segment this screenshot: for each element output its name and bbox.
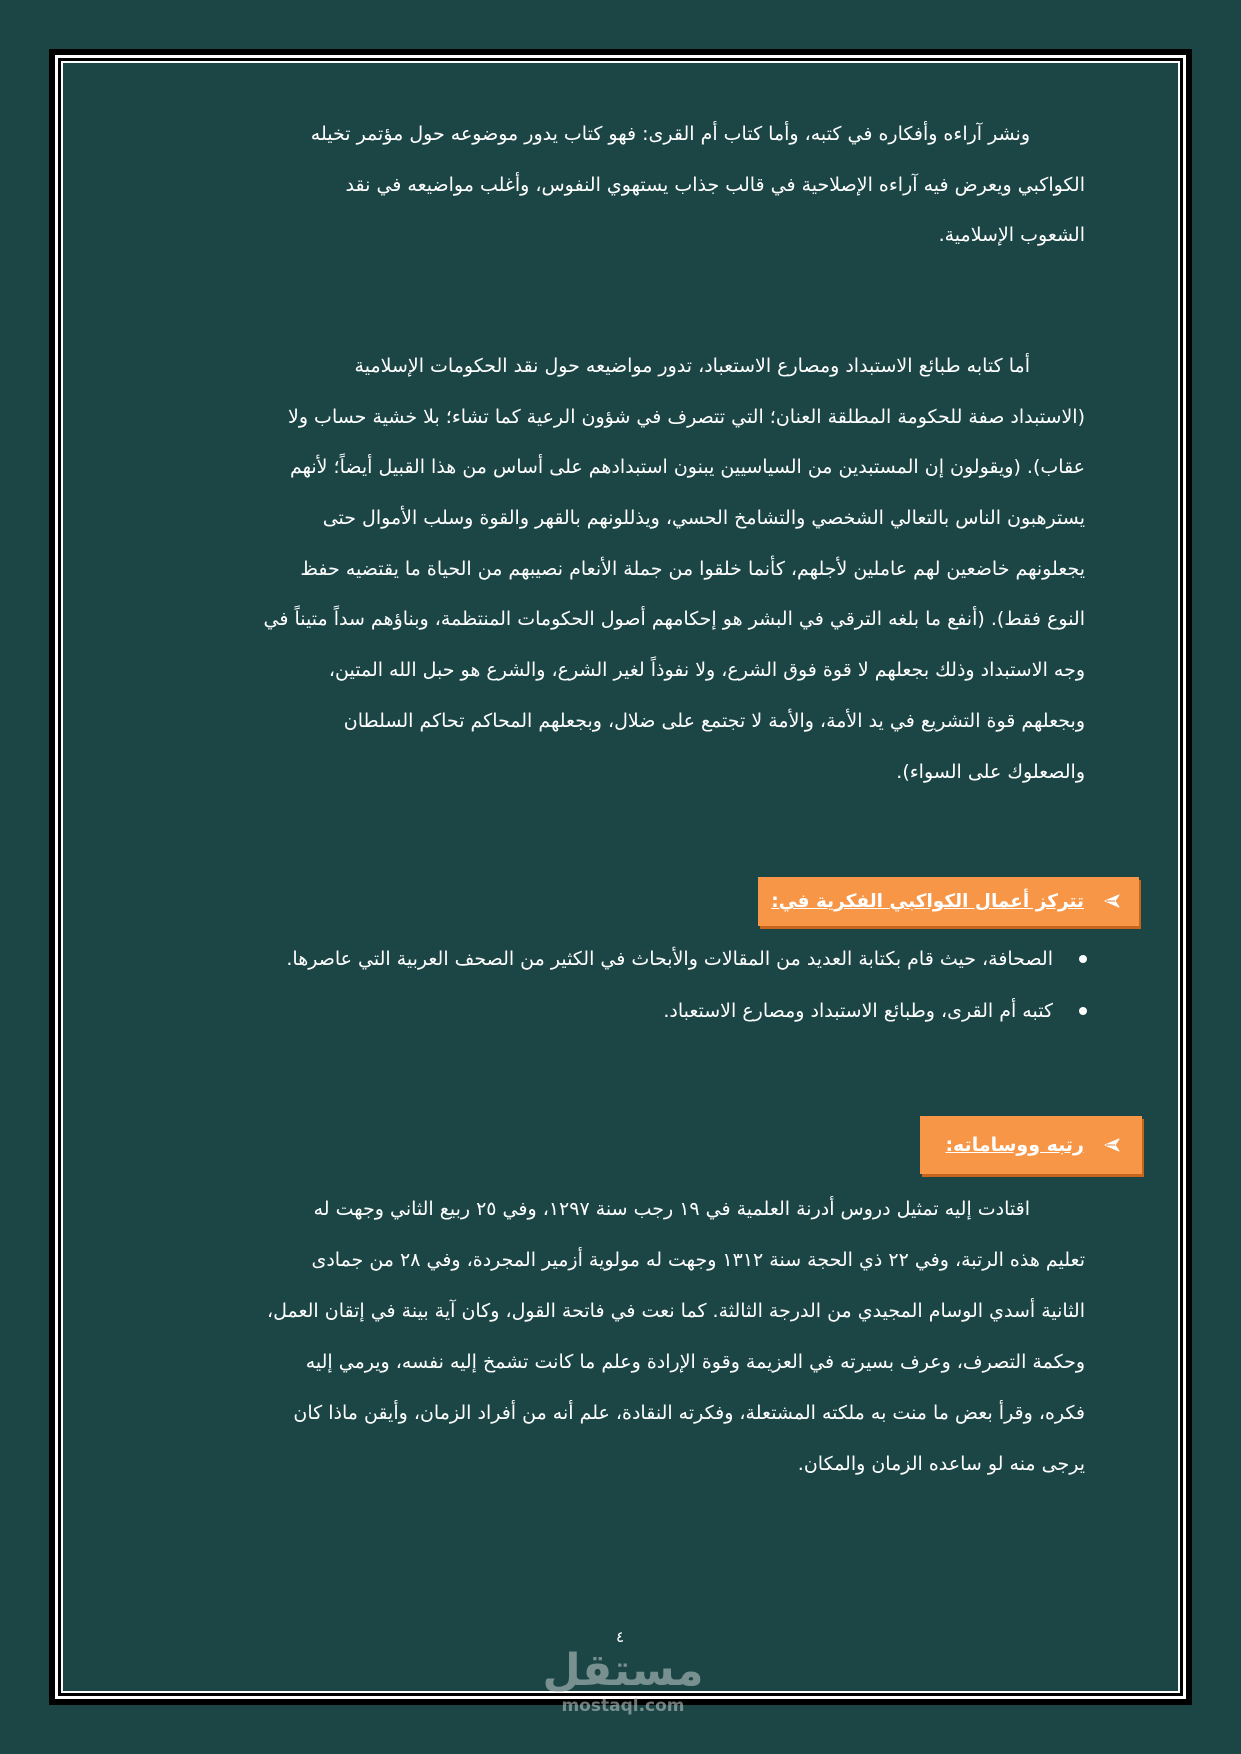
paragraph-line: وبجعلهم قوة التشريع في يد الأمة، والأمة لا تجتمع على ضلال، وبجعلهم المحاكم تحاكم السلطان	[343, 709, 1085, 732]
paragraph-line: تعليم هذه الرتبة، وفي ٢٢ ذي الحجة سنة ١٣١٢ وجهت له مولوية أزمير المجردة، وفي ٢٨ من جمادى	[311, 1249, 1085, 1271]
list-item	[120, 933, 1085, 985]
paragraph-line: عقاب). (ويقولون إن المستبدين من السياسيين يبنون استبدادهم على أساس من هذا القبيل أيضاً؛ لأنهم	[289, 456, 1085, 479]
page-number: ٤	[615, 1628, 625, 1646]
paragraph-line: ونشر آراءه وأفكاره في كتبه، وأما كتاب أم القرى: فهو كتاب يدور موضوعه حول مؤتمر تخيله	[310, 123, 1030, 145]
paragraph-line: والصعلوك على السواء).	[896, 760, 1085, 783]
watermark-logo: مستقل	[542, 1645, 704, 1696]
paragraph-line: الثانية أسدي الوسام المجيدي من الدرجة الثالثة. كما نعت في فاتحة القول، وكان آية بينة في إتقان العمل،	[266, 1300, 1085, 1322]
paragraph-tabai	[120, 341, 1085, 797]
paragraph-line: أما كتابه طبائع الاستبداد ومصارع الاستعباد، تدور مواضيعه حول نقد الحكومات الإسلامية	[354, 355, 1030, 377]
paragraph-line: (الاستبداد صفة للحكومة المطلقة العنان؛ التي تتصرف في شؤون الرعية كما تشاء؛ بلا خشية حساب ولا	[288, 405, 1085, 428]
paragraph-line: الكواكبي ويعرض فيه آراءه الإصلاحية في قالب جذاب يستهوي النفوس، وأغلب مواضيعه في نقد	[345, 173, 1085, 196]
paragraph-ranks	[120, 1184, 1085, 1490]
section-heading-text: رتبه ووساماته:	[945, 1134, 1084, 1156]
bullet-dot-icon	[1079, 955, 1087, 963]
paragraph-line: يجعلونهم خاضعين لهم عاملين لأجلهم، كأنما خلقوا من جملة الأنعام نصيبهم من الحياة ما يقتضيه حفظ	[300, 557, 1085, 580]
section-heading-works	[758, 877, 1139, 926]
arrow-bullet-icon	[1104, 894, 1120, 908]
paragraph-line: يرجى منه لو ساعده الزمان والمكان.	[797, 1453, 1085, 1475]
list-item	[120, 985, 1085, 1037]
bullet-dot-icon	[1079, 1007, 1087, 1015]
watermark-url: mostaql.com	[561, 1696, 685, 1716]
section-heading-text: تتركز أعمال الكواكبي الفكرية في:	[771, 891, 1084, 912]
paragraph-line: النوع فقط). (أنفع ما بلغه الترقي في البشر هو إحكامهم أصول الحكومات المنتظمة، وبناؤهم سداً متيناً في	[263, 608, 1085, 631]
paragraph-line: يسترهبون الناس بالتعالي الشخصي والتشامخ الحسي، ويذللونهم بالقهر والقوة وسلب الأموال حتى	[322, 507, 1085, 530]
paragraph-line: وجه الاستبداد وذلك بجعلهم لا قوة فوق الشرع، ولا نفوذاً لغير الشرع، والشرع هو حبل الله المتين،	[328, 659, 1085, 682]
list-item-text: الصحافة، حيث قام بكتابة العديد من المقالات والأبحاث في الكثير من الصحف العربية التي عاصرها.	[286, 948, 1053, 970]
paragraph-intro	[120, 109, 1085, 261]
paragraph-line: وحكمة التصرف، وعرف بسيرته في العزيمة وقوة الإرادة وعلم ما كانت تشمخ إليه نفسه، ويرمي إليه	[305, 1351, 1085, 1373]
paragraph-line: فكره، وقرأ بعض ما منت به ملكته المشتعلة، وفكرته النقادة، علم أنه من أفراد الزمان، وأيقن ماذا كان	[293, 1402, 1085, 1424]
section-heading-ranks	[920, 1116, 1142, 1174]
paragraph-line: اقتادت إليه تمثيل دروس أدرنة العلمية في ١٩ رجب سنة ١٢٩٧، وفي ٢٥ ربيع الثاني وجهت له	[313, 1198, 1030, 1220]
arrow-bullet-icon	[1104, 1138, 1120, 1152]
list-item-text: كتبه أم القرى، وطبائع الاستبداد ومصارع الاستعباد.	[663, 1000, 1053, 1022]
paragraph-line: الشعوب الإسلامية.	[938, 224, 1085, 246]
